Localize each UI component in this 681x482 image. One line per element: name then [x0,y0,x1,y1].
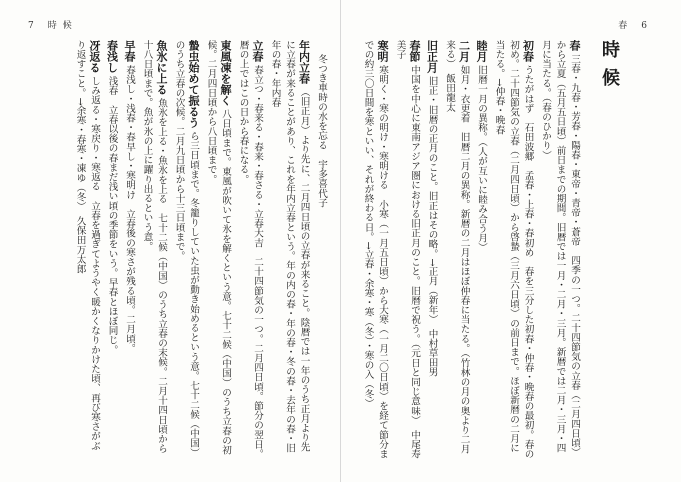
entry-text: ら三日頃まで。冬籠りしていた虫が動き始めるという意。七十二候（中国）のうち立春の次候。二月九日頃から十三日頃まで。 [173,40,199,458]
entry-headword: 旧正月 [425,40,439,73]
entry-headword: 寒明 [376,40,389,62]
entry-text: 浅春 立春以後の春まだ浅い頃の季節をいう。早春とほぼ同じ。 [106,76,118,355]
entry-headword: 魚氷に上る [155,40,168,95]
entry-mutsuki [474,40,489,460]
entry-text: 如月・衣更着 旧暦二月の異称。新暦の二月はほぼ仲春に当たる。（竹林の月の奥より二月来る） 飯田龍太 [444,40,470,454]
entry-soushun [122,40,137,460]
left-running-header [28,18,78,31]
entry-haruasashi [104,40,119,460]
entry-headword: 早春 [123,40,136,62]
entry-kochi-koori [203,40,232,460]
entry-text: 冬つき車時の水を忘る 宇多喜代子 [316,54,327,208]
entry-headword: 冴返る [88,40,101,73]
entry-text: 旧暦一月の異称。（人が互いに睦み合う月） [476,65,487,253]
entry-headword: 春節 [408,40,421,62]
entry-text: 中国を中心に東南アジア圏における旧正月のこと。旧暦で祝う。（元日と同じ意味） 中尾寿美子 [394,40,420,459]
left-page [0,0,340,482]
entry-headword: 年内立春 [297,40,311,84]
right-text-columns [353,40,581,465]
entry-shunsetsu [392,40,421,460]
entry-nigatsu [442,40,471,460]
entry-headword: 東風凍を解く [219,40,232,106]
left-header-title: 時候 [47,21,78,31]
entry-headword: 蟄虫始めて振るう [187,40,200,128]
right-running-header [618,18,653,31]
section-title: 時候 [599,40,620,96]
entry-kanake [360,40,389,460]
entry-text: 魚氷を上る・魚氷を上る 七十二候（中国）のうち立春の末候。二月十四日頃から十八日頃まで。魚が氷の上に躍り出るという意。 [141,40,167,454]
right-page [341,0,681,482]
entry-headword: 立春 [251,40,264,62]
entry-text: 旧正・旧暦の正月のこと。旧正はその略。→正月（新年） 中村草田男 [426,76,438,377]
entry-text: 八日頃まで。東風が吹いて氷を解くという意。七十二候（中国）のうち立春の初候。二月四日頃から八日頃まで。 [205,40,231,455]
left-text-columns [28,40,328,465]
entry-text: 春立つ・春来る・春来・春さる・立春大吉 二十四節気の一つ。二月四日頃。節分の翌日。暦の上ではこの日から春になる。 [237,40,263,459]
entry-saekaeru [72,40,101,460]
entry-risshun [235,40,264,460]
entry-haru [538,40,582,460]
right-page-number: 6 [641,21,653,31]
entry-headword: 初春 [521,40,535,62]
entry-chicchu [171,40,200,460]
entry-nennai-risshun [267,40,311,460]
entry-headword: 春浅し [105,40,119,73]
entry-headword: 春 [568,40,581,51]
entry-text: うたがはず 石田波郷 孟春・上春・春初め 春を三分した初春・仲春・晩春の最初。春の初め。二十四節気の立春（二月四日頃）から啓蟄（三月六日頃）の前日まで。ほぼ新暦の二月に当たる。→仲春・晩春 [493,40,534,459]
entry-uo-koori [139,40,168,460]
entry-headword: 二月 [457,40,471,62]
right-header-title: 春 [618,21,634,31]
haiku-verse [314,40,329,460]
entry-kyushogatsu [424,40,439,460]
entry-text: 春浅し・浅春・春早し・寒明け 立春後の寒さが残る頃。二月頃。 [124,65,135,354]
entry-text: しみ返る・寒戻り・寒返る 立春を過ぎてようやく暖かくなりかけた頃、再び寒さがぶり返すこと。→余寒・春寒・凍ゆ（冬） 久保田万太郎 [74,40,100,451]
left-page-number: 7 [28,21,40,31]
entry-text: 三春・九春・芳春・陽春・東帝・青帝・蒼帝 四季の一つ。二十四節気の立春（二月四日頃）から立夏（五月五日頃）前日までの期間。旧暦では一月・二月・三月。新暦では二月・三月・四月に当たる。（春のひかり） [540,40,580,458]
entry-text: 寒明く・寒の明け・寒明ける 小寒（一月五日頃）から大寒（一月二〇日頃）を経て節分までの約三〇日間を寒といい、それが終わる日。→立春・余寒・寒（冬）・寒の入（冬） [362,40,388,459]
entry-text: （旧正月）より先に、二月四日頃の立春が来ること。陰暦では一年のうち正月より先に立春が来ることがあり、これを年内立春という。年の内の春・年の春・冬の春・去年の春・旧年の春・年内春 [269,40,310,453]
entry-headword: 睦月 [475,40,488,62]
entry-shoshun [491,40,535,460]
